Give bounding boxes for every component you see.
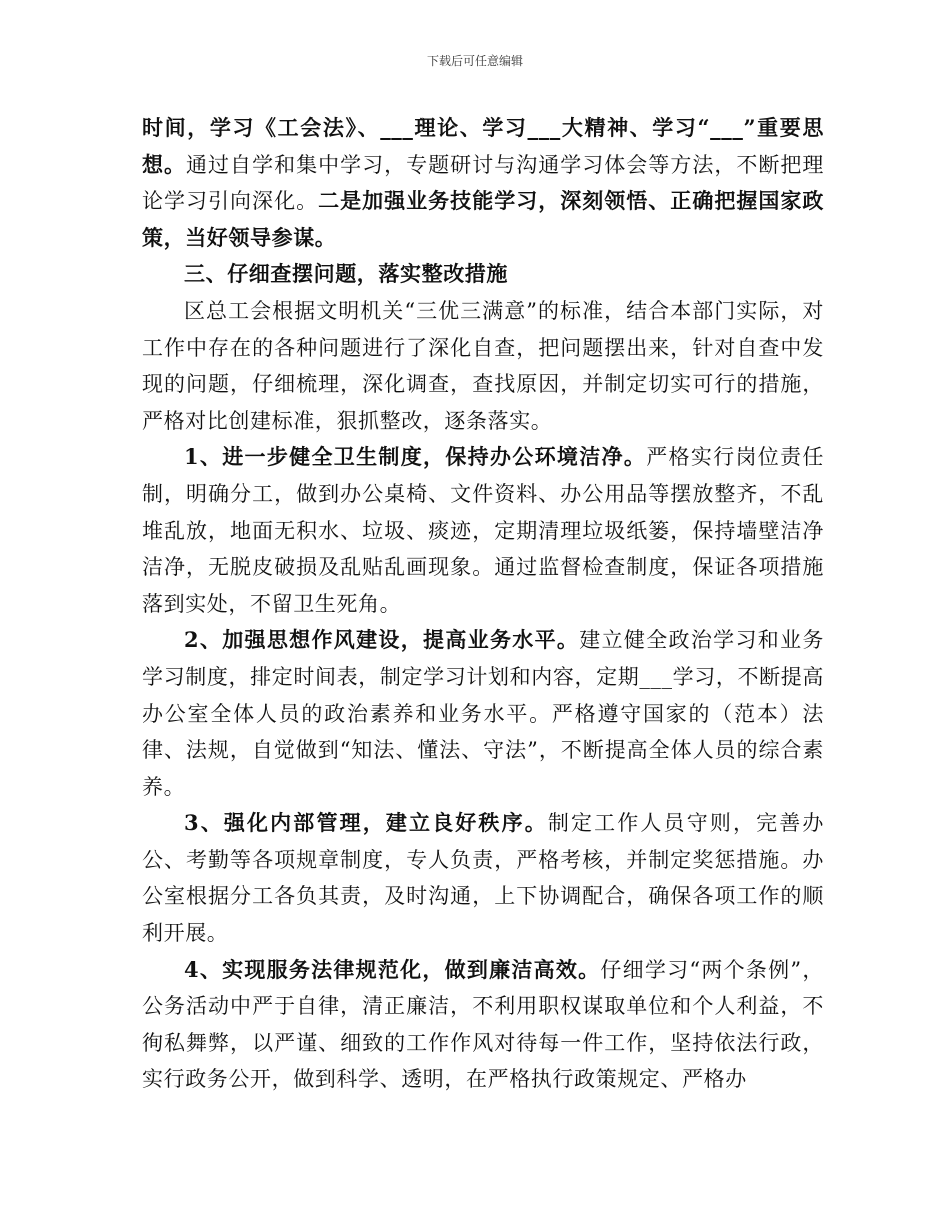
run-text: 1、进一步健全卫生制度，保持办公环境洁净。 [184, 444, 647, 470]
run-text: 区总工会根据文明机关“三优三满意”的标准，结合本部门实际，对工作中存在的各种问题进行了深化自查，把问题摆出来，针对自查中发现的问题，仔细梳理，深化调查，查找原因，并制定切实可行的措施，严格对比创建标准，狠抓整改，逐条落实。 [142, 298, 824, 433]
run-text: 二是加强业务技能学习，深刻领悟、正确把握国家政策，当好领导参谋。 [142, 188, 824, 250]
run-text: 4、实现服务法律规范化，做到廉洁高效。 [184, 956, 601, 982]
paragraph-item-3 [142, 805, 824, 951]
run-text: 仔细学习“两个条例”，公务活动中严于自律，清正廉洁，不利用职权谋取单位和个人利益，不徇私舞弊，以严谨、细致的工作作风对待每一件工作，坚持依法行政，实行政务公开，做到科学、透明，在严格执行政策规定、严格办 [142, 957, 824, 1092]
paragraph-item-4 [142, 952, 824, 1098]
section-heading [142, 256, 824, 293]
paragraph-item-1 [142, 439, 824, 622]
run-text: 3、强化内部管理，建立良好秩序。 [184, 810, 548, 836]
paragraph-3 [142, 293, 824, 439]
run-text: 制定工作人员守则，完善办公、考勤等各项规章制度，专人负责，严格考核，并制定奖惩措施。办公室根据分工各负其责，及时沟通，上下协调配合，确保各项工作的顺利开展。 [142, 811, 824, 946]
run-text: 三、仔细查摆问题，落实整改措施 [184, 261, 508, 287]
run-text: 通过自学和集中学习，专题研讨与沟通学习体会等方法，不断把理论学习引向深化。 [142, 152, 824, 214]
paragraph-1 [142, 110, 824, 256]
paragraph-item-2 [142, 622, 824, 805]
run-text: 建立健全政治学习和业务学习制度，排定时间表，制定学习计划和内容，定期___学习，不断提高办公室全体人员的政治素养和业务水平。严格遵守国家的（范本）法律、法规，自觉做到“知法、懂法、守法”，不断提高全体人员的综合素养。 [142, 628, 824, 799]
run-text: 时间，学习《工会法》、___理论、学习___大精神、学习“___”重要思想。 [142, 115, 824, 177]
page-header: 下载后可任意编辑 [426, 54, 523, 68]
document-body [142, 110, 824, 1098]
run-text: 严格实行岗位责任制，明确分工，做到办公桌椅、文件资料、办公用品等摆放整齐，不乱堆乱放，地面无积水、垃圾、痰迹，定期清理垃圾纸篓，保持墙壁洁净洁净，无脱皮破损及乱贴乱画现象。通过监督检查制度，保证各项措施落到实处，不留卫生死角。 [142, 445, 824, 616]
run-text: 2、加强思想作风建设，提高业务水平。 [184, 627, 580, 653]
